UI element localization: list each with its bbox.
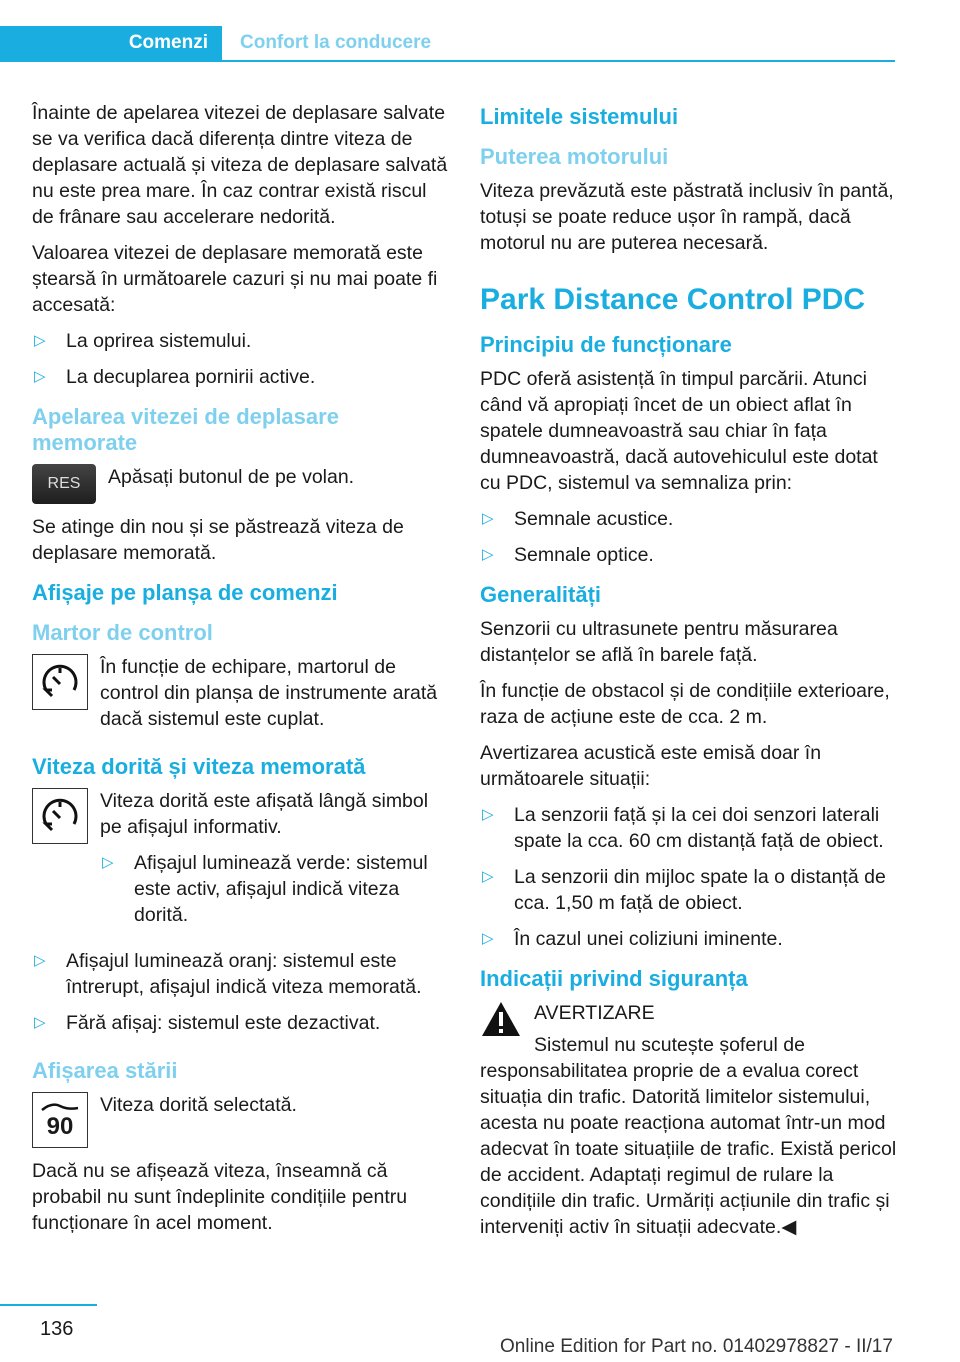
list-item: ▷ Afișajul luminează oranj: sistemul este întrerupt, afișajul indică viteza memorată. <box>32 948 450 1000</box>
warning-icon <box>480 1000 522 1038</box>
list-item: ▷ Semnale optice. <box>480 542 898 568</box>
paragraph: Dacă nu se afișează viteza, înseamnă că probabil nu sunt îndeplinite condițiile pentru funcționare în acel moment. <box>32 1160 408 1234</box>
res-button-icon: RES <box>32 464 96 504</box>
section-tab <box>0 26 222 60</box>
heading-pdc: Park Distance Control PDC <box>480 283 866 316</box>
bullet-list <box>480 802 898 952</box>
bullet-list <box>480 506 898 568</box>
list-item: ▷ În cazul unei coliziuni iminente. <box>480 926 898 952</box>
bullet-list <box>32 948 450 1036</box>
list-item: ▷ La oprirea sistemului. <box>32 328 450 354</box>
list-item: ▷ Semnale acustice. <box>480 506 898 532</box>
edition-note: Online Edition for Part no. 01402978827 - II/17 <box>500 1336 893 1357</box>
speed-90-icon <box>32 1092 88 1148</box>
header-rule <box>0 60 895 62</box>
heading-puterea: Puterea motorului <box>480 144 669 169</box>
heading-martor: Martor de control <box>32 620 213 645</box>
section-label: Comenzi <box>128 32 208 53</box>
subsection-label: Confort la conducere <box>240 32 432 53</box>
list-item: ▷ Afișajul luminează verde: sistemul este activ, afișajul indică viteza dorită. <box>100 850 450 928</box>
list-item: ▷ La decuplarea pornirii active. <box>32 364 450 390</box>
list-item: ▷ La senzorii față și la cei doi senzori laterali spate la cca. 60 cm distanță față de obiect. <box>480 802 898 854</box>
right-column <box>480 100 898 1250</box>
paragraph: În funcție de obstacol și de condițiile exterioare, raza de acțiune este de cca. 2 m. <box>480 680 890 728</box>
paragraph: Avertizarea acustică este emisă doar în următoarele situații: <box>480 742 822 790</box>
martor-text: În funcție de echipare, martorul de control din planșa de instrumente arată dacă sistemul este cuplat. <box>100 656 438 730</box>
heading-generalitati: Generalități <box>480 582 602 607</box>
heading-afisarea: Afișarea stării <box>32 1058 178 1083</box>
viteza-text: Viteza dorită este afișată lângă simbol pe afișajul informativ. <box>100 790 429 838</box>
heading-principiu: Principiu de funcționare <box>480 332 732 357</box>
speed-90-label: 90 <box>46 1113 74 1140</box>
page-header <box>0 0 960 62</box>
warning-title: AVERTIZARE <box>534 1002 655 1024</box>
bullet-list <box>100 850 450 928</box>
footer-rule <box>0 1304 97 1306</box>
paragraph: PDC oferă asistență în timpul parcării. Atunci când vă apropiați încet de un obiect aflat în spatele dumneavoastră sau chiar în fața dumneavoastră, dacă autovehiculul este dotat cu PDC, sistemul va semnaliza prin: <box>480 368 878 494</box>
afisarea-row <box>32 1092 450 1148</box>
viteza-row <box>32 788 450 938</box>
bullet-list <box>32 328 450 390</box>
paragraph: Viteza prevăzută este păstrată inclusiv în pantă, totuși se poate reduce ușor în rampă, dacă motorul nu are puterea necesară. <box>480 180 894 254</box>
list-item: ▷ La senzorii din mijloc spate la o distanță de cca. 1,50 m față de obiect. <box>480 864 898 916</box>
heading-viteza: Viteza dorită și viteza memorată <box>32 754 366 779</box>
res-row <box>32 464 450 504</box>
speedometer-icon <box>32 654 88 710</box>
afisarea-text: Viteza dorită selectată. <box>100 1094 297 1116</box>
res-text: Apăsați butonul de pe volan. <box>108 466 355 488</box>
page-number: 136 <box>40 1318 74 1340</box>
heading-limitele: Limitele sistemului <box>480 104 679 129</box>
paragraph: Înainte de apelarea vitezei de deplasare salvate se va verifica dacă diferența dintre viteza de deplasare actuală și viteza de deplasare salvată nu este prea mare. În caz contrar există riscul de frânare sau accelerare nedorită. <box>32 102 448 228</box>
heading-apelarea: Apelarea vitezei de deplasare memorate <box>32 404 339 455</box>
left-column <box>32 100 450 1246</box>
paragraph: Senzorii cu ultrasunete pentru măsurarea distanțelor se află în barele față. <box>480 618 838 666</box>
warning-text: Sistemul nu scutește șoferul de responsabilitatea proprie de a evalua corect situația din trafic. Datorită limitelor sistemului, acesta nu poate reacționa automat într-un mod adecvat în toate situațiile de trafic. Există pericol de accident. Adaptați regimul de rulare la condițiile din trafic. Urmăriți acțiunile din trafic și interveniți activ în situații adecvate.◀ <box>480 1034 897 1238</box>
speedometer-icon <box>32 788 88 844</box>
heading-afisaje: Afișaje pe planșa de comenzi <box>32 580 338 605</box>
paragraph: Se atinge din nou și se păstrează viteza de deplasare memorată. <box>32 516 404 564</box>
martor-row <box>32 654 450 732</box>
list-item: ▷ Fără afișaj: sistemul este dezactivat. <box>32 1010 450 1036</box>
paragraph: Valoarea vitezei de deplasare memorată este ștearsă în următoarele cazuri și nu mai poate fi accesată: <box>32 242 438 316</box>
heading-indicatii: Indicații privind siguranța <box>480 966 748 991</box>
